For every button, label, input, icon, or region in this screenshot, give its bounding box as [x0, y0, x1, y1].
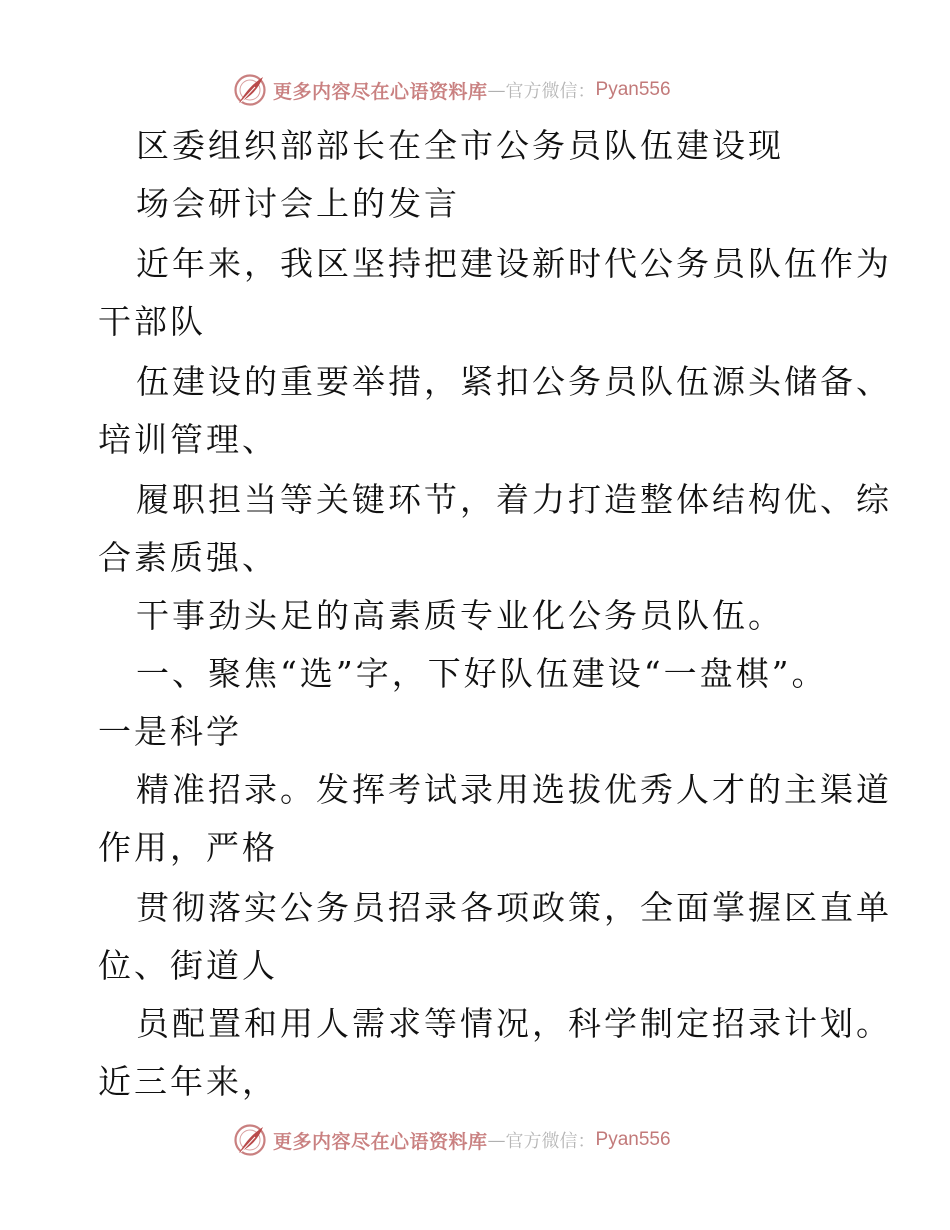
paragraph-line: 贯彻落实公务员招录各项政策，全面掌握区直单	[136, 888, 892, 927]
banner-wechat-id: Pyan556	[595, 1129, 671, 1150]
paragraph-line: 履职担当等关键环节，着力打造整体结构优、综	[136, 480, 892, 519]
paragraph-line: 员配置和用人需求等情况，科学制定招录计划。	[136, 1004, 892, 1043]
banner-main-text: 更多内容尽在心语资料库	[273, 80, 488, 103]
title-line-2: 场会研讨会上的发言	[136, 184, 460, 223]
paragraph-line: 一是科学	[98, 712, 242, 751]
paragraph-line: 近年来，我区坚持把建设新时代公务员队伍作为	[136, 244, 892, 283]
quill-logo-icon	[233, 1123, 267, 1157]
banner-dash: —	[487, 1129, 506, 1151]
banner-main-text: 更多内容尽在心语资料库	[273, 1130, 488, 1153]
paragraph-line: 精准招录。发挥考试录用选拔优秀人才的主渠道	[136, 770, 892, 809]
paragraph-line: 干部队	[98, 302, 206, 341]
section-heading-line: 一、聚焦“选”字，下好队伍建设“一盘棋”。	[136, 654, 828, 693]
paragraph-line: 近三年来，	[98, 1062, 278, 1101]
banner-wechat-label: 官方微信：	[505, 1131, 596, 1152]
title-line-1: 区委组织部部长在全市公务员队伍建设现	[136, 126, 784, 165]
paragraph-line: 伍建设的重要举措，紧扣公务员队伍源头储备、	[136, 362, 892, 401]
banner-wechat-label: 官方微信：	[505, 81, 596, 102]
banner-wechat-id: Pyan556	[595, 79, 671, 100]
paragraph-line: 培训管理、	[98, 420, 278, 459]
paragraph-line: 位、街道人	[98, 946, 278, 985]
paragraph-line: 合素质强、	[98, 538, 278, 577]
footer-watermark-banner	[0, 1120, 950, 1160]
paragraph-line: 作用，严格	[98, 828, 278, 867]
paragraph-line: 干事劲头足的高素质专业化公务员队伍。	[136, 596, 784, 635]
banner-dash: —	[487, 79, 506, 101]
